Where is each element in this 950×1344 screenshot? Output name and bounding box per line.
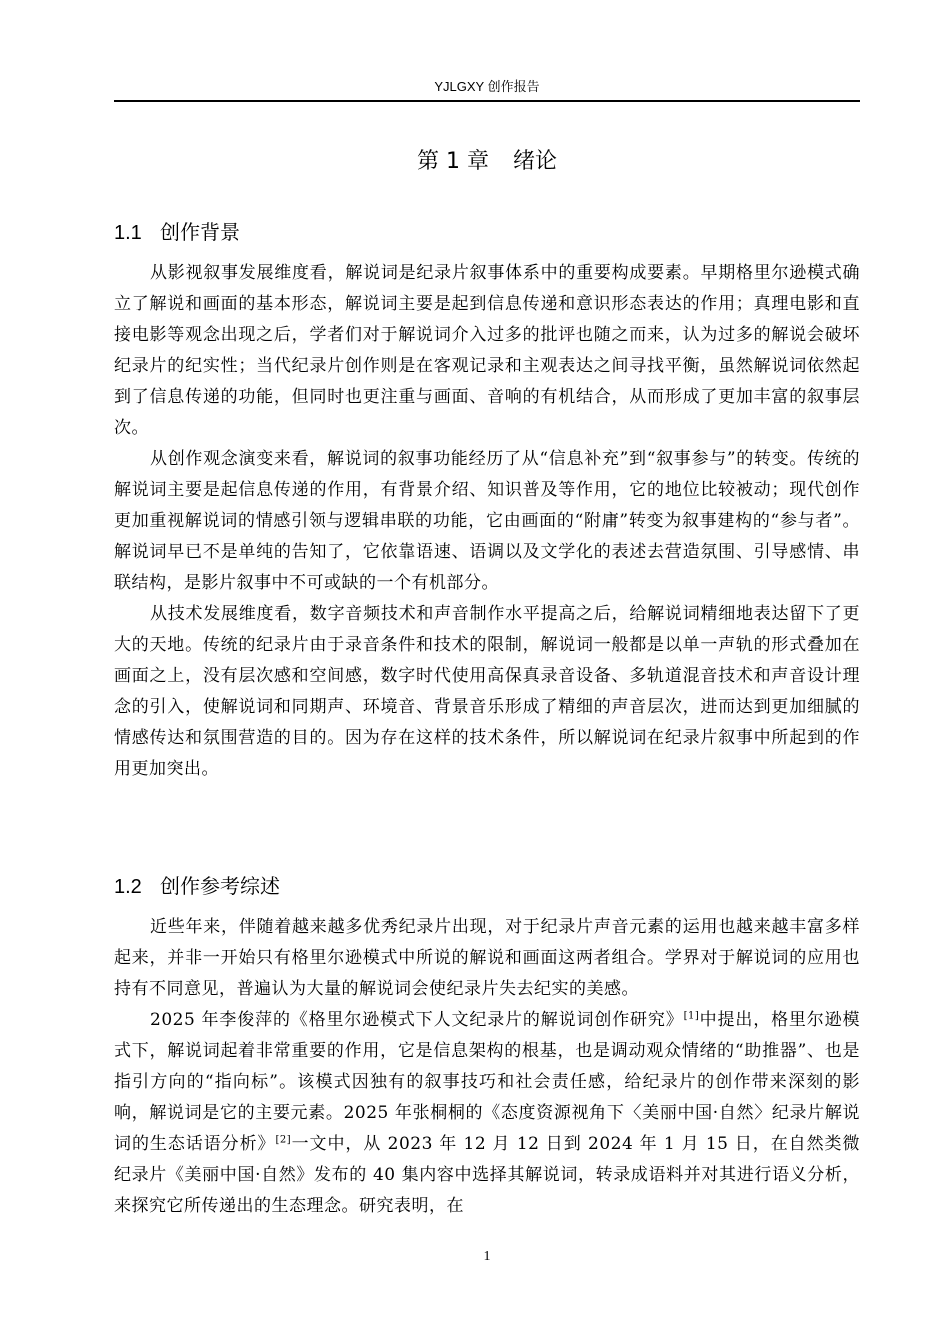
section-heading-1-1 [114,218,860,247]
citation-ref-2[interactable]: [2] [275,1134,292,1146]
section-number: 1.2 [114,876,142,898]
chapter-number: 第 1 章 [417,149,489,174]
paragraph-text: 一文中，从 2023 年 12 月 12 日到 2024 年 1 月 15 日，在自然类微纪录片《美丽中国·自然》发布的 40 集内容中选择其解说词，转录成语料并对其进行语义分析，来探究它所传递出的生态理念。研究表明，在 [114,1134,860,1216]
section-number: 1.1 [114,222,142,244]
chapter-title [114,146,860,178]
section-1-2-body [114,912,860,1222]
header-rule [114,100,860,102]
section-title: 创作背景 [160,220,240,244]
paragraph [114,1005,860,1222]
paragraph: 从创作观念演变来看，解说词的叙事功能经历了从“信息补充”到“叙事参与”的转变。传统的解说词主要是起信息传递的作用，有背景介绍、知识普及等作用，它的地位比较被动；现代创作更加重视解说词的情感引领与逻辑串联的功能，它由画面的“附庸”转变为叙事建构的“参与者”。解说词早已不是单纯的告知了，它依靠语速、语调以及文学化的表述去营造氛围、引导感情、串联结构，是影片叙事中不可或缺的一个有机部分。 [114,449,860,593]
chapter-name: 绪论 [512,149,557,174]
citation-ref-1[interactable]: [1] [683,1010,700,1022]
section-title: 创作参考综述 [160,874,280,898]
paragraph: 近些年来，伴随着越来越多优秀纪录片出现，对于纪录片声音元素的运用也越来越丰富多样起来，并非一开始只有格里尔逊模式中所说的解说和画面这两者组合。学界对于解说词的应用也持有不同意见，普遍认为大量的解说词会使纪录片失去纪实的美感。 [114,917,860,999]
paragraph: 从影视叙事发展维度看，解说词是纪录片叙事体系中的重要构成要素。早期格里尔逊模式确立了解说和画面的基本形态，解说词主要是起到信息传递和意识形态表达的作用；真理电影和直接电影等观念出现之后，学者们对于解说词介入过多的批评也随之而来，认为过多的解说会破坏纪录片的纪实性；当代纪录片创作则是在客观记录和主观表达之间寻找平衡，虽然解说词依然起到了信息传递的功能，但同时也更注重与画面、音响的有机结合，从而形成了更加丰富的叙事层次。 [114,263,860,438]
section-1-1-body [114,258,860,785]
running-header: YJLGXY 创作报告 [434,79,540,94]
section-heading-1-2 [114,872,860,901]
paragraph-text: 2025 年李俊萍的《格里尔逊模式下人文纪录片的解说词创作研究》 [150,1010,684,1030]
page-number: 1 [483,1249,491,1264]
paragraph: 从技术发展维度看，数字音频技术和声音制作水平提高之后，给解说词精细地表达留下了更大的天地。传统的纪录片由于录音条件和技术的限制，解说词一般都是以单一声轨的形式叠加在画面之上，没有层次感和空间感，数字时代使用高保真录音设备、多轨道混音技术和声音设计理念的引入，使解说词和同期声、环境音、背景音乐形成了精细的声音层次，进而达到更加细腻的情感传达和氛围营造的目的。因为存在这样的技术条件，所以解说词在纪录片叙事中所起到的作用更加突出。 [114,604,860,779]
paragraph-text: 中提出，格里尔逊模式下，解说词起着非常重要的作用，它是信息架构的根基，也是调动观众情绪的“助推器”、也是指引方向的“指向标”。该模式因独有的叙事技巧和社会责任感，给纪录片的创作带来深刻的影响，解说词是它的主要元素。2025 年张桐桐的《态度资源视角下〈美丽中国·自然〉纪录片解说词的生态话语分析》 [114,1010,860,1154]
